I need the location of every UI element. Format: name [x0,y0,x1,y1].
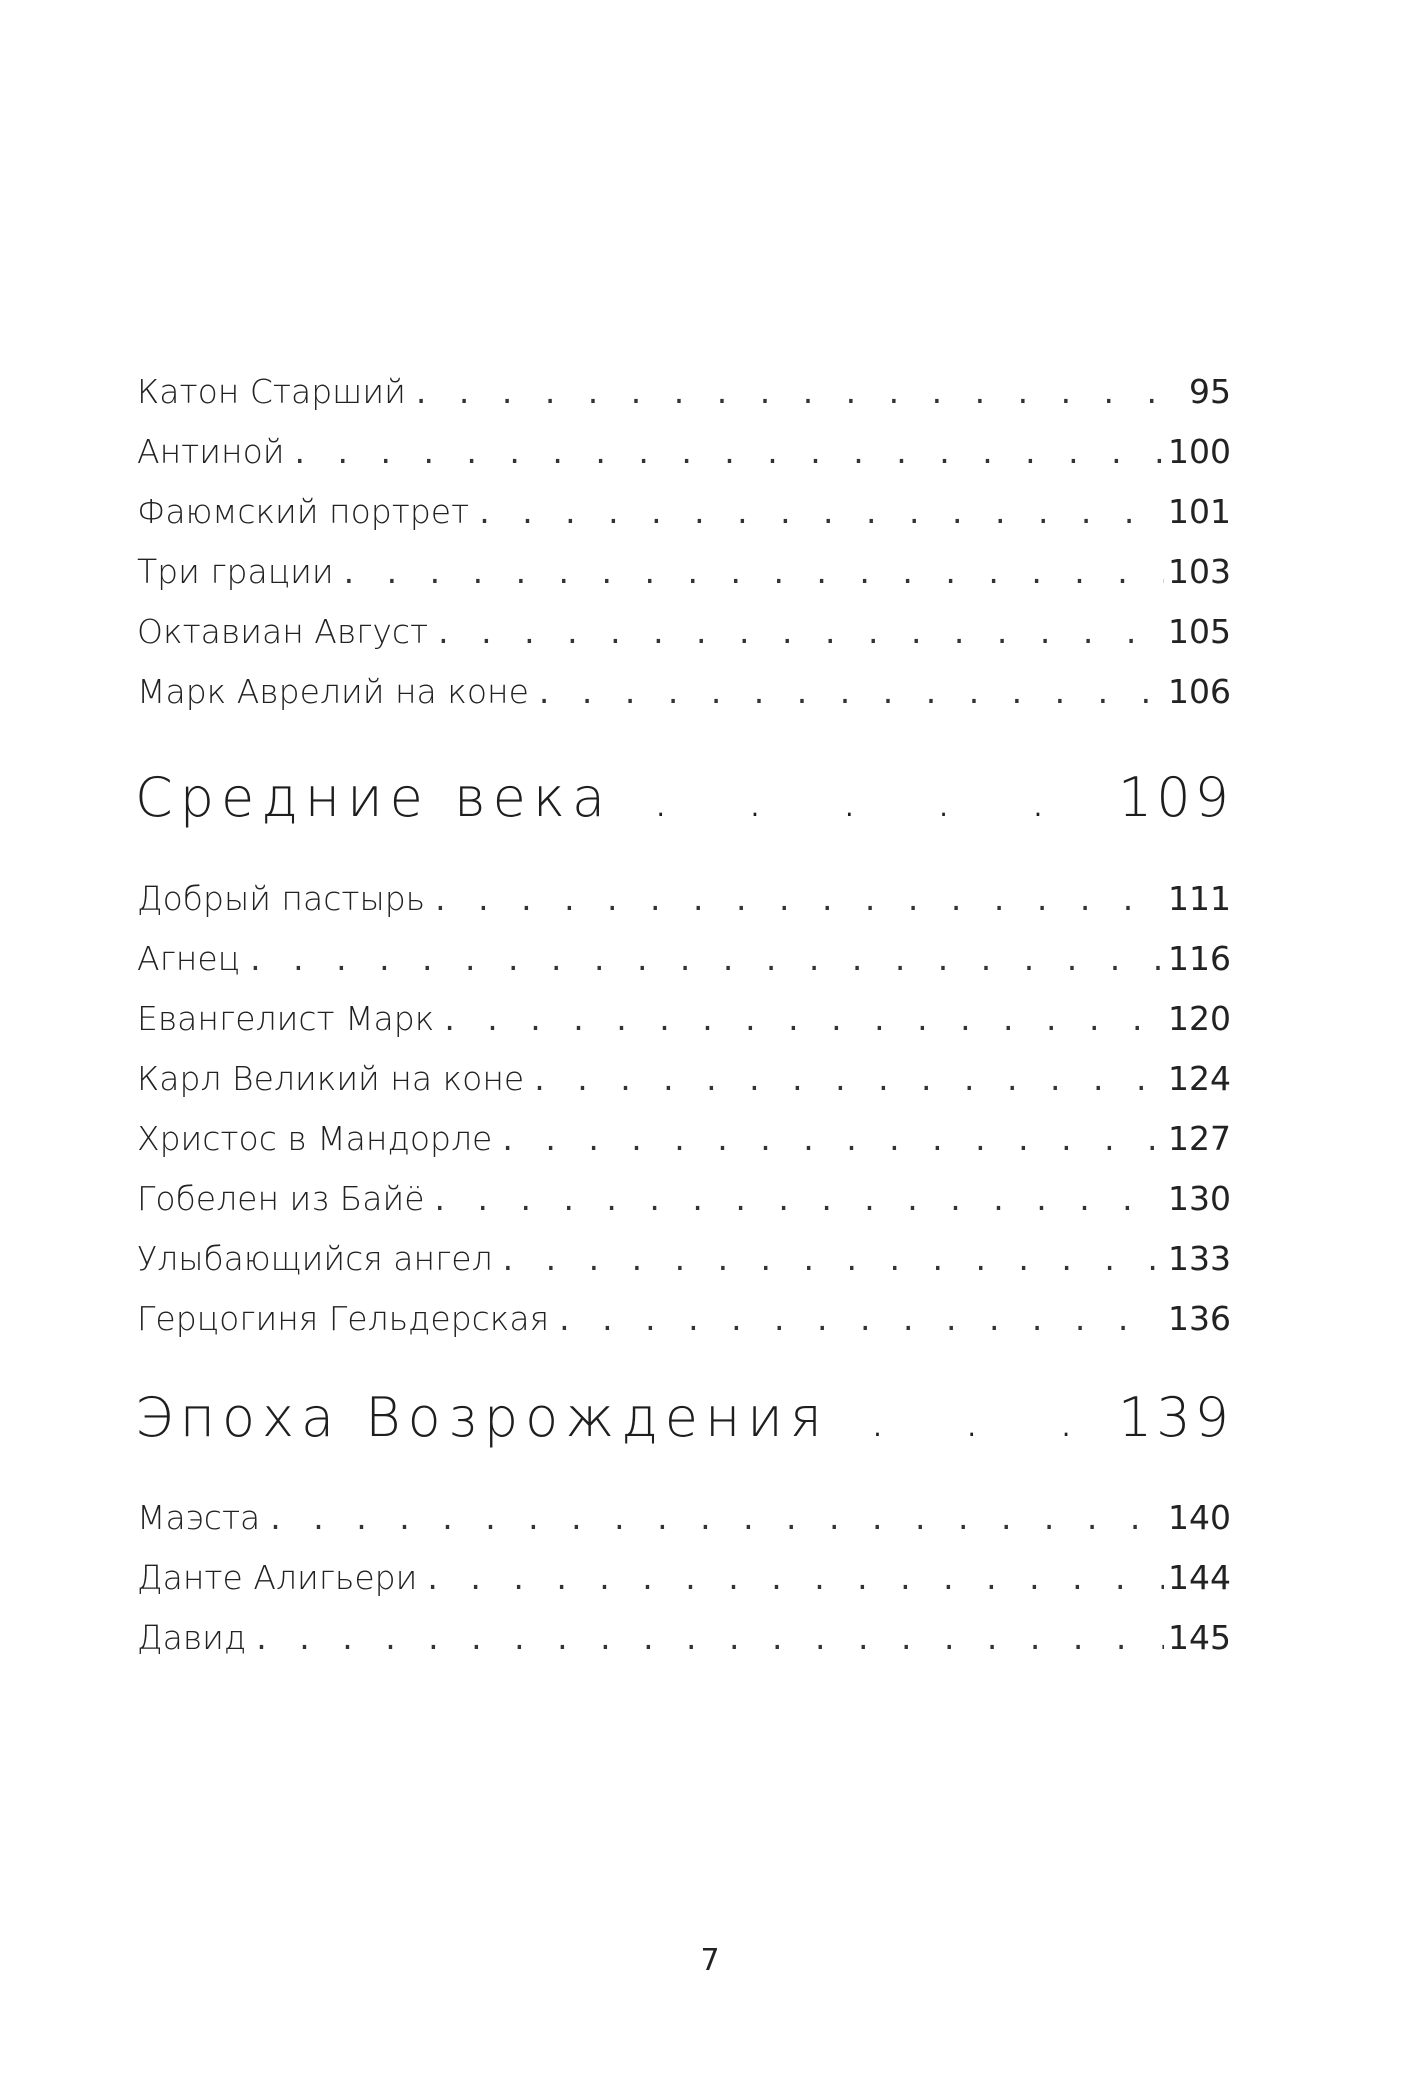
dot-leader [270,1488,1164,1548]
toc-entry[interactable] [137,422,1231,482]
dot-leader [444,989,1164,1049]
toc-entry-title: Карл Великий на коне [137,1059,525,1098]
toc-entry[interactable] [137,869,1231,929]
dot-leader [256,1608,1164,1668]
toc-entry[interactable] [137,1608,1231,1668]
dot-leader [559,1289,1164,1349]
section-page: 109 [1117,766,1233,829]
toc-entry-title: Улыбающийся ангел [137,1239,493,1278]
dot-leader [503,1229,1164,1289]
toc-entry-page: 130 [1168,1179,1231,1218]
toc-entry[interactable] [137,362,1231,422]
toc-entry-title: Добрый пастырь [137,879,426,918]
toc-entry[interactable] [137,482,1231,542]
toc-entry-page: 140 [1168,1498,1231,1537]
toc-group-renaissance [137,1488,1231,1668]
section-page: 139 [1117,1386,1233,1449]
toc-entry-title: Христос в Мандорле [137,1119,493,1158]
toc-entry-page: 103 [1168,552,1231,591]
toc-entry[interactable] [137,602,1231,662]
toc-entry-page: 144 [1168,1558,1231,1597]
dot-leader [479,482,1164,542]
toc-entry[interactable] [137,929,1231,989]
section-title: Средние века [135,766,613,829]
dot-leader [869,1383,1106,1453]
section-heading-renaissance[interactable] [135,1383,1233,1453]
toc-entry-page: 120 [1168,999,1231,1038]
dot-leader [344,542,1164,602]
toc-entry-page: 111 [1168,879,1231,918]
toc-entry-title: Катон Старший [137,372,406,411]
dot-leader [502,1109,1164,1169]
dot-leader [250,929,1164,989]
page-number: 7 [700,1943,720,1978]
toc-entry[interactable] [137,1049,1231,1109]
dot-leader [416,362,1185,422]
toc-entry-page: 136 [1168,1299,1231,1338]
dot-leader [295,422,1164,482]
toc-entry-page: 95 [1189,372,1231,411]
dot-leader [534,1049,1164,1109]
toc-group-middle-ages [137,869,1231,1349]
toc-entry[interactable] [137,1229,1231,1289]
toc-entry[interactable] [137,542,1231,602]
toc-entry-page: 100 [1168,432,1231,471]
toc-entry[interactable] [137,662,1231,722]
toc-entry-page: 105 [1168,612,1231,651]
toc-entry-page: 116 [1168,939,1231,978]
dot-leader [427,1548,1164,1608]
toc-entry[interactable] [137,1289,1231,1349]
toc-group-antiquity [137,362,1231,722]
section-title: Эпоха Возрождения [135,1386,829,1449]
toc-entry-title: Агнец [137,939,241,978]
toc-entry-page: 145 [1168,1618,1231,1657]
dot-leader [435,1169,1165,1229]
toc-entry-page: 101 [1168,492,1231,531]
toc-entry-title: Гобелен из Байё [137,1179,425,1218]
toc-entry-title: Давид [137,1618,247,1657]
dot-leader [539,662,1164,722]
toc-entry-page: 133 [1168,1239,1231,1278]
toc-entry[interactable] [137,1109,1231,1169]
dot-leader [435,869,1164,929]
toc-entry-page: 106 [1168,672,1231,711]
toc-entry-title: Фаюмский портрет [137,492,470,531]
toc-entry-title: Октавиан Август [137,612,429,651]
dot-leader [652,763,1106,833]
toc-entry[interactable] [137,1169,1231,1229]
toc-entry-title: Антиной [137,432,285,471]
toc-entry-title: Три грации [137,552,334,591]
toc-entry[interactable] [137,1488,1231,1548]
toc-entry-title: Герцогиня Гельдерская [137,1299,550,1338]
toc-entry-title: Марк Аврелий на коне [137,672,529,711]
dot-leader [438,602,1164,662]
toc-entry[interactable] [137,989,1231,1049]
toc-entry-page: 124 [1168,1059,1231,1098]
toc-entry-page: 127 [1168,1119,1231,1158]
toc-entry[interactable] [137,1548,1231,1608]
section-heading-middle-ages[interactable] [135,763,1233,833]
toc-entry-title: Данте Алигьери [137,1558,418,1597]
toc-entry-title: Евангелист Марк [137,999,435,1038]
toc-entry-title: Маэста [137,1498,261,1537]
